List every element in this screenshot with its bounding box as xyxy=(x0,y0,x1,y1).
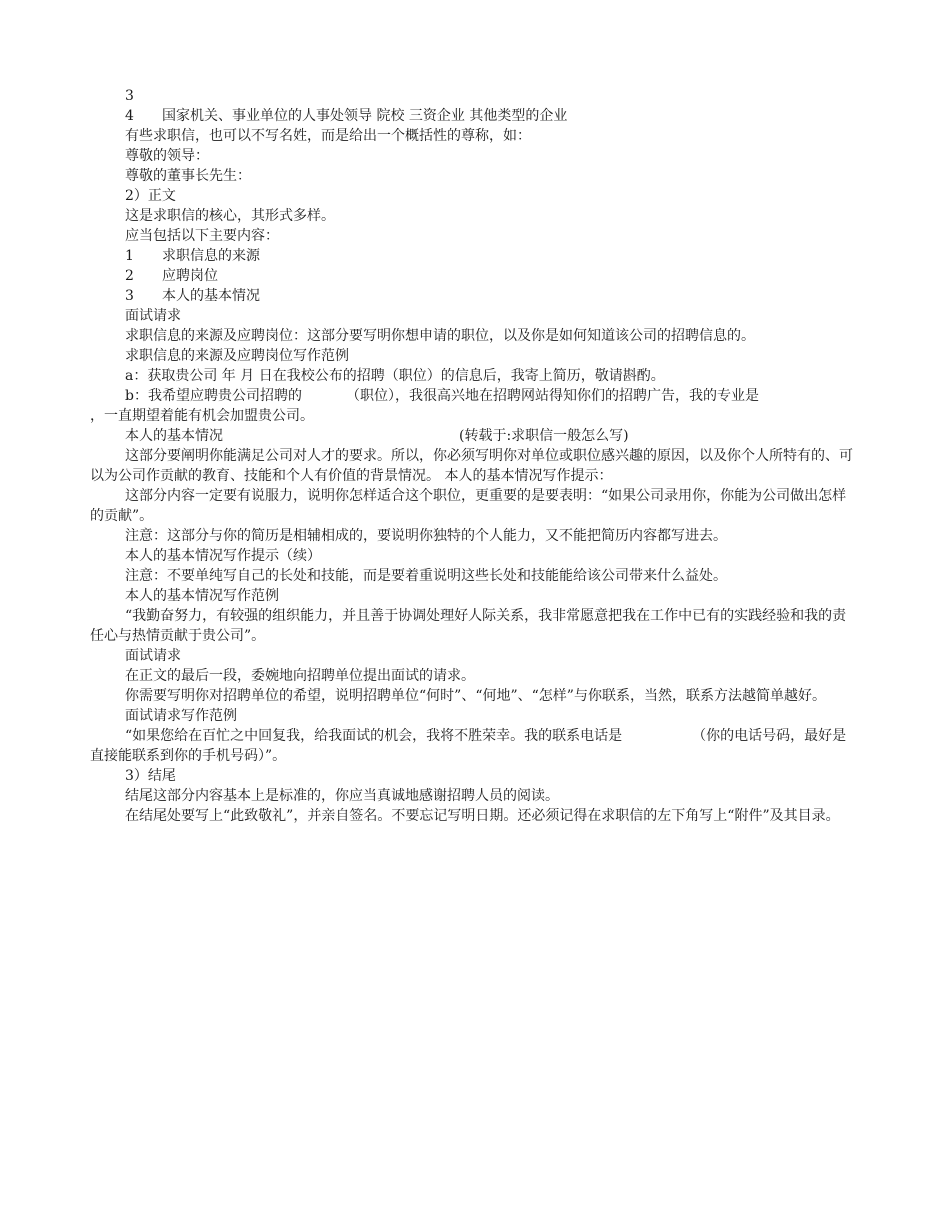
salutation-example: 尊敬的领导： xyxy=(125,148,209,164)
example-text: （你的电话号码，最好是直接能联系到你的手机号码）”。 xyxy=(90,728,847,764)
list-number: 2 xyxy=(125,268,134,284)
list-item xyxy=(90,106,860,126)
list-item xyxy=(90,286,860,306)
list-item-text: 国家机关、事业单位的人事处领导 院校 三资企业 其他类型的企业 xyxy=(162,108,568,124)
list-item xyxy=(90,266,860,286)
source-note: (转载于:求职信一般怎么写) xyxy=(459,428,629,444)
example-text: b：我希望应聘贵公司招聘的 xyxy=(125,388,302,404)
note: 注意：不要单纯写自己的长处和技能，而是要着重说明这些长处和技能能给该公司带来什么益处。 xyxy=(125,568,727,584)
paragraph: 这部分内容一定要有说服力，说明你怎样适合这个职位，更重要的是要表明：“如果公司录用你，你能为公司做出怎样的贡献”。 xyxy=(90,488,847,524)
subheading: 本人的基本情况写作提示（续） xyxy=(125,548,321,564)
note: 注意：这部分与你的简历是相辅相成的，要说明你独特的个人能力，又不能把简历内容都写进去。 xyxy=(125,528,727,544)
paragraph: 在结尾处要写上“此致敬礼”，并亲自签名。不要忘记写明日期。还必须记得在求职信的左下角写上“附件”及其目录。 xyxy=(125,808,840,824)
paragraph: 这部分要阐明你能满足公司对人才的要求。所以，你必须写明你对单位或职位感兴趣的原因，以及你个人所特有的、可以为公司作贡献的教育、技能和个人有价值的背景情况。 本人的基本情况写作提示： xyxy=(90,448,853,484)
paragraph: 应当包括以下主要内容： xyxy=(125,228,279,244)
section-heading: 2）正文 xyxy=(125,188,176,204)
paragraph: 面试请求 xyxy=(125,308,181,324)
salutation-example: 尊敬的董事长先生： xyxy=(125,168,251,184)
paragraph: 求职信息的来源及应聘岗位：这部分要写明你想申请的职位，以及你是如何知道该公司的招聘信息的。 xyxy=(125,328,755,344)
subheading xyxy=(90,426,860,446)
list-number: 3 xyxy=(125,288,134,304)
subheading: 本人的基本情况写作范例 xyxy=(125,588,279,604)
example-sentence: a：获取贵公司 年 月 日在我校公布的招聘（职位）的信息后，我寄上简历，敬请斟酌。 xyxy=(125,368,665,384)
list-item-text: 求职信息的来源 xyxy=(162,248,260,264)
list-item-text: 应聘岗位 xyxy=(162,268,218,284)
paragraph: 这是求职信的核心，其形式多样。 xyxy=(125,208,335,224)
paragraph: 有些求职信，也可以不写名姓，而是给出一个概括性的尊称，如： xyxy=(125,128,531,144)
subheading: 面试请求 xyxy=(125,648,181,664)
list-item xyxy=(90,246,860,266)
paragraph: 在正文的最后一段，委婉地向招聘单位提出面试的请求。 xyxy=(125,668,475,684)
document-body xyxy=(90,86,860,826)
example-text: （职位），我很高兴地在招聘网站得知你们的招聘广告，我的专业是 xyxy=(345,388,759,404)
paragraph: 你需要写明你对招聘单位的希望，说明招聘单位“何时”、“何地”、“怎样”与你联系，当然，联系方法越简单越好。 xyxy=(125,688,826,704)
example-quote: “我勤奋努力，有较强的组织能力，并且善于协调处理好人际关系，我非常愿意把我在工作中已有的实践经验和我的责任心与热情贡献于贵公司”。 xyxy=(90,608,847,644)
subheading-text: 本人的基本情况 xyxy=(125,428,223,444)
paragraph: 结尾这部分内容基本上是标准的，你应当真诚地感谢招聘人员的阅读。 xyxy=(125,788,559,804)
section-heading: 3）结尾 xyxy=(125,768,176,784)
example-sentence: ，一直期望着能有机会加盟贵公司。 xyxy=(90,408,314,424)
example-quote xyxy=(90,726,860,766)
list-item-text: 本人的基本情况 xyxy=(162,288,260,304)
list-number: 1 xyxy=(125,248,134,264)
list-number: 4 xyxy=(125,108,134,124)
example-sentence xyxy=(90,386,860,406)
example-text: “如果您给在百忙之中回复我，给我面试的机会，我将不胜荣幸。我的联系电话是 xyxy=(125,728,623,744)
list-number: 3 xyxy=(125,88,134,104)
subheading: 求职信息的来源及应聘岗位写作范例 xyxy=(125,348,349,364)
subheading: 面试请求写作范例 xyxy=(125,708,237,724)
